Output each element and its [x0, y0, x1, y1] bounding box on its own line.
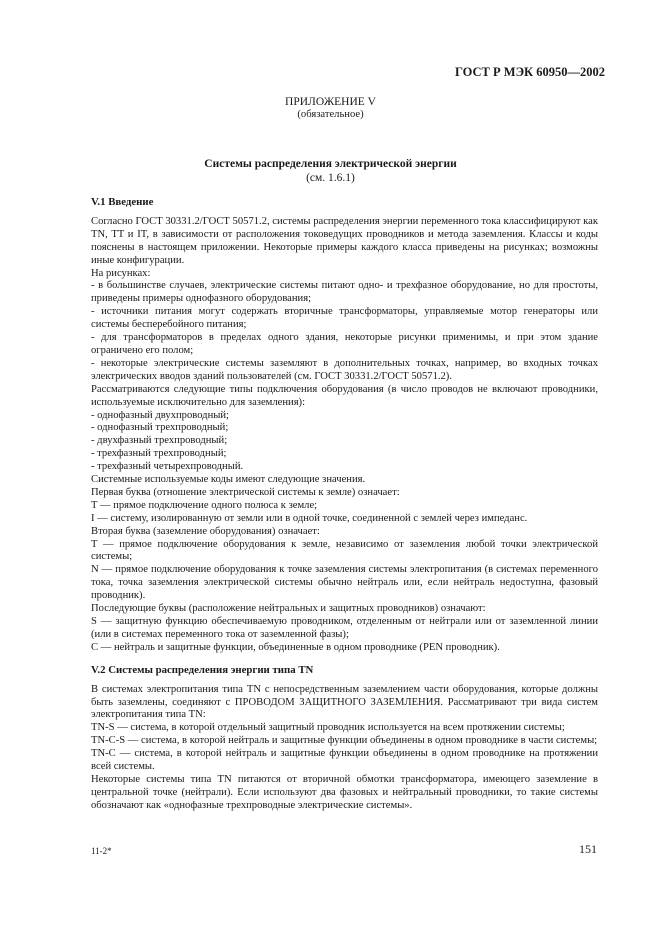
heading-v2: V.2 Системы распределения энергии типа TN: [91, 663, 314, 676]
paragraph: TN-C — система, в которой нейтраль и защитные функции объединены в одном проводнике на протяжении всей системы.: [91, 748, 598, 773]
paragraph: Рассматриваются следующие типы подключения оборудования (в число проводов не включают проводники, используемые исключительно для заземления):: [91, 383, 598, 408]
footer-signature-mark: 11-2*: [91, 846, 112, 856]
heading-v1: V.1 Введение: [91, 196, 154, 208]
paragraph: - однофазный двухпроводный;: [91, 409, 229, 421]
paragraph: - источники питания могут содержать вторичные трансформаторы, управляемые мотор генераторы или системы бесперебойного питания;: [91, 306, 598, 331]
paragraph: TN-S — система, в которой отдельный защитный проводник используется на всем протяжении системы;: [91, 722, 565, 734]
paragraph: Системные используемые коды имеют следующие значения.: [91, 474, 366, 486]
section-title: Системы распределения электрической энергии: [204, 158, 457, 170]
paragraph: TN-C-S — система, в которой нейтраль и защитные функции объединены в одном проводнике в части системы;: [91, 735, 598, 747]
v1-paragraphs: [91, 216, 598, 655]
paragraph: Последующие буквы (расположение нейтральных и защитных проводников) означают:: [91, 603, 486, 615]
paragraph: - двухфазный трехпроводный;: [91, 435, 228, 447]
paragraph: На рисунках:: [91, 267, 151, 279]
paragraph: T — прямое подключение оборудования к земле, независимо от заземления любой точки электрической системы;: [91, 538, 598, 563]
document-body: [91, 196, 598, 813]
paragraph: - трехфазный трехпроводный;: [91, 448, 227, 460]
paragraph: - для трансформаторов в пределах одного здания, некоторые рисунки применимы, и при этом здание ограничено его полом;: [91, 332, 598, 356]
v2-paragraphs: [91, 684, 598, 813]
paragraph: Некоторые системы типа TN питаются от вторичной обмотки трансформатора, имеющего заземление в центральной точке (нейтрали). Если используют два фазовых и нейтральный проводники, то такие системы обозначают как «однофазные трехпроводные электрические системы».: [91, 773, 598, 811]
section-reference: (см. 1.6.1): [306, 172, 355, 184]
paragraph: I — систему, изолированную от земли или в одной точке, соединенной с землей через импеданс.: [91, 512, 528, 524]
standard-code-header: ГОСТ Р МЭК 60950—2002: [455, 65, 605, 79]
page-number: 151: [579, 842, 597, 856]
paragraph: S — защитную функцию обеспечиваемую проводником, отделенным от нейтрали или от заземленной линии (или в системах переменного тока от заземленной фазы);: [91, 616, 598, 640]
paragraph: - в большинстве случаев, электрические системы питают одно- и трехфазное оборудование, но для простоты, приведены примеры однофазного оборудования;: [91, 280, 598, 305]
paragraph: В системах электропитания типа TN с непосредственным заземлением части оборудования, которые должны быть заземлены, соединяют с ПРОВОДОМ ЗАЩИТНОГО ЗАЗЕМЛЕНИЯ. Рассматривают три вида систем электропитания типа TN:: [91, 683, 598, 721]
paragraph: C — нейтраль и защитные функции, объединенные в одном проводнике (PEN проводник).: [91, 641, 500, 653]
paragraph: - трехфазный четырехпроводный.: [91, 461, 244, 473]
paragraph: Вторая буква (заземление оборудования) означает:: [91, 525, 320, 537]
appendix-subtitle: (обязательное): [297, 109, 364, 120]
appendix-title: ПРИЛОЖЕНИЕ V: [285, 96, 376, 108]
paragraph: - некоторые электрические системы заземляют в дополнительных точках, например, во входных точках электрических вводов зданий пользователей (см. ГОСТ 30331.2/ГОСТ 50571.2).: [91, 357, 598, 382]
paragraph: Согласно ГОСТ 30331.2/ГОСТ 50571.2, системы распределения энергии переменного тока классифицируют как TN, TT и IT, в зависимости от расположения токоведущих проводников и метода заземления. Классы и коды пояснены в настоящем приложении. Некоторые примеры каждого класса приведены на рисунках; возможны иные конфигурации.: [91, 215, 598, 266]
paragraph: Первая буква (отношение электрической системы к земле) означает:: [91, 486, 400, 498]
paragraph: - однофазный трехпроводный;: [91, 422, 229, 434]
paragraph: N — прямое подключение оборудования к точке заземления системы электропитания (в системах переменного тока, точка заземления электрической системы обычно нейтраль или, если нейтраль недоступна, фазовый проводник).: [91, 564, 598, 602]
paragraph: T — прямое подключение одного полюса к земле;: [91, 499, 318, 511]
